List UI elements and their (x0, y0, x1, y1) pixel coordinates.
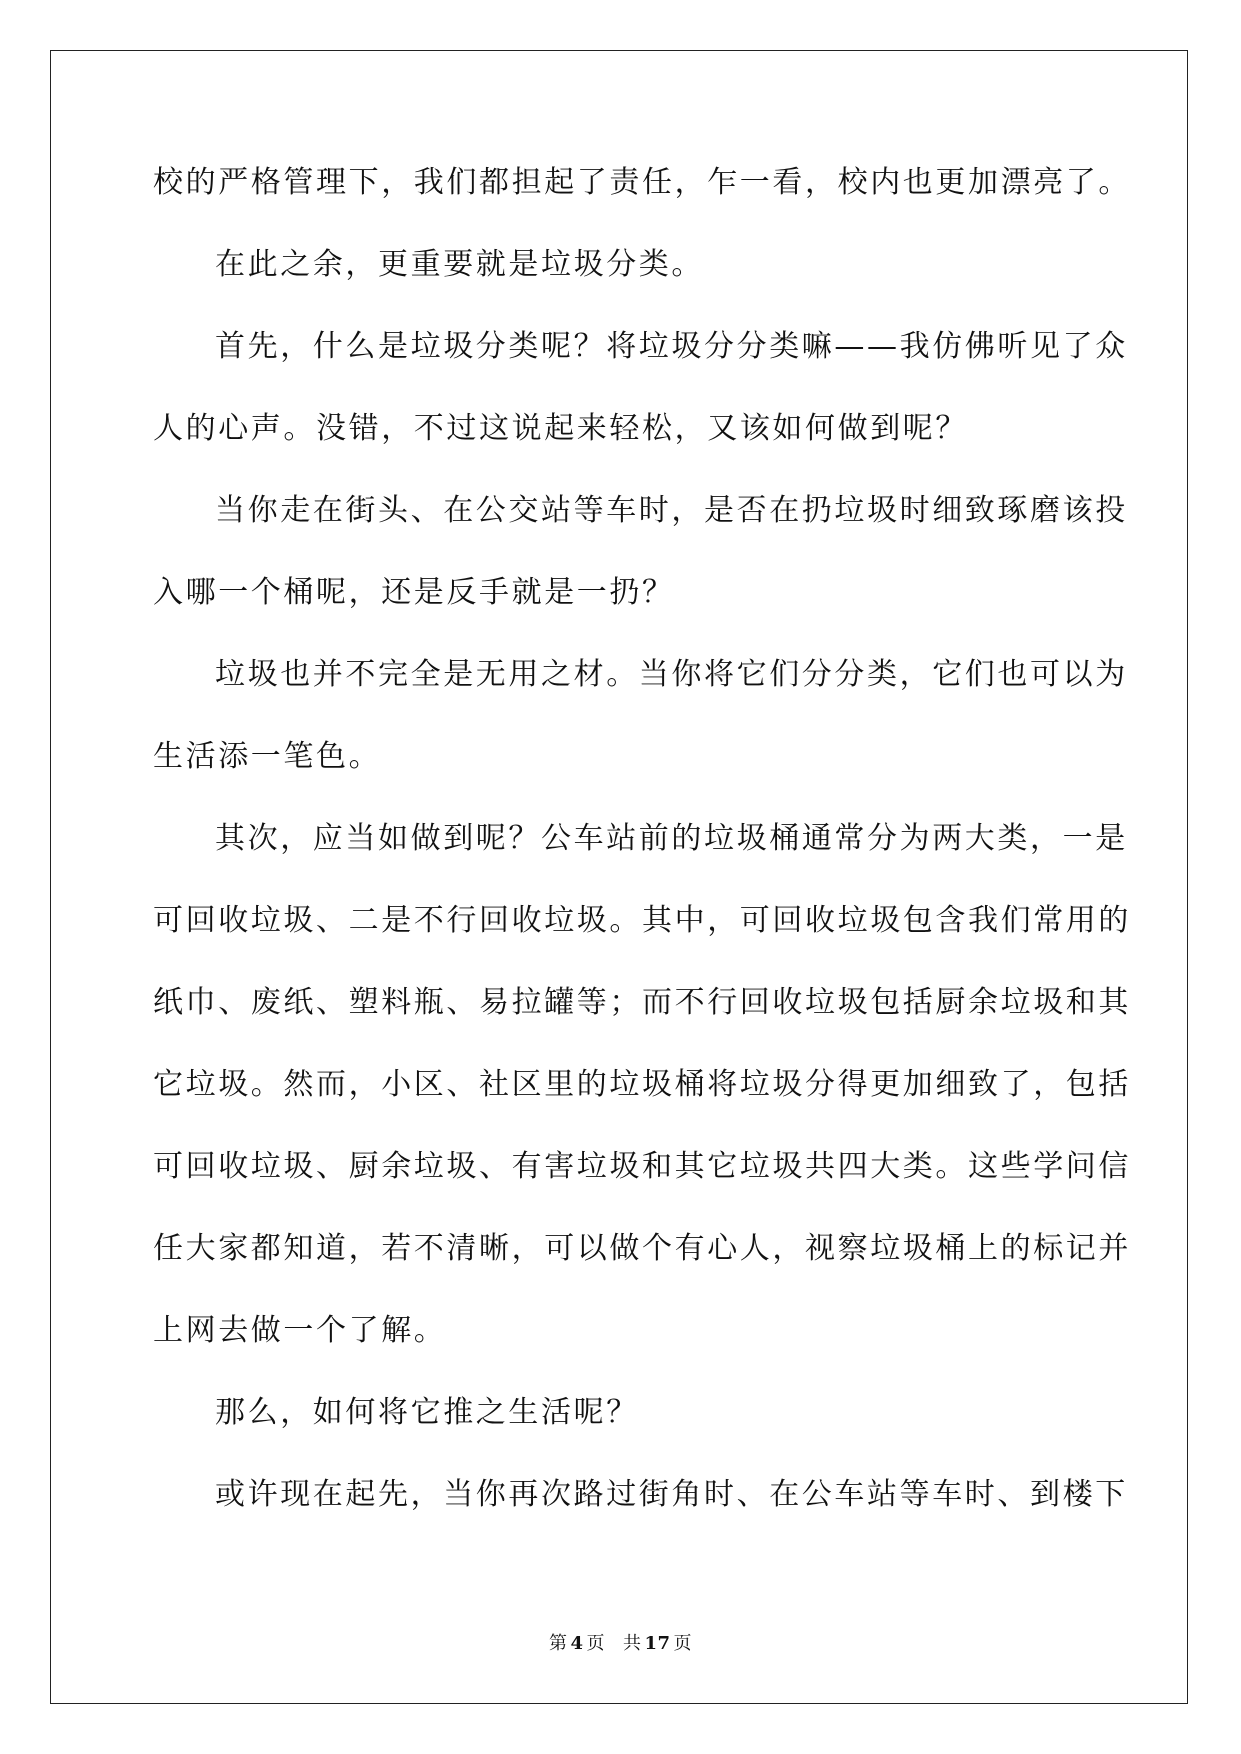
text-line: 生活添一笔色。 (153, 739, 382, 774)
text-line: 可回收垃圾、二是不行回收垃圾。其中，可回收垃圾包含我们常用的 (153, 903, 1131, 938)
text-line: 那么，如何将它推之生活呢？ (215, 1395, 639, 1430)
page-prefix: 第 (548, 1633, 568, 1654)
total-pages: 17 (644, 1633, 671, 1654)
page-footer (0, 1632, 1241, 1656)
text-line: 垃圾也并不完全是无用之材。当你将它们分分类，它们也可以为 (215, 657, 1128, 692)
text-line: 上网去做一个了解。 (153, 1313, 447, 1348)
text-line: 首先，什么是垃圾分类呢？将垃圾分分类嘛——我仿佛听见了众 (215, 329, 1128, 364)
document-body (153, 160, 1131, 1554)
text-line: 可回收垃圾、厨余垃圾、有害垃圾和其它垃圾共四大类。这些学问信 (153, 1149, 1131, 1184)
page-number: 4 (570, 1633, 584, 1654)
text-line: 人的心声。没错，不过这说起来轻松，又该如何做到呢？ (153, 411, 968, 446)
text-line: 其次，应当如做到呢？公车站前的垃圾桶通常分为两大类，一是 (215, 821, 1128, 856)
text-line: 当你走在街头、在公交站等车时，是否在扔垃圾时细致琢磨该投 (215, 493, 1128, 528)
text-line: 在此之余，更重要就是垃圾分类。 (215, 247, 704, 282)
text-line: 入哪一个桶呢，还是反手就是一扔？ (153, 575, 675, 610)
text-line: 校的严格管理下，我们都担起了责任，乍一看，校内也更加漂亮了。 (153, 165, 1131, 200)
page-suffix: 页 (586, 1633, 605, 1654)
total-prefix: 共 (622, 1633, 642, 1654)
text-line: 任大家都知道，若不清晰，可以做个有心人，视察垃圾桶上的标记并 (153, 1231, 1131, 1266)
total-suffix: 页 (673, 1633, 693, 1654)
text-line: 纸巾、废纸、塑料瓶、易拉罐等；而不行回收垃圾包括厨余垃圾和其 (153, 985, 1131, 1020)
text-line: 或许现在起先，当你再次路过街角时、在公车站等车时、到楼下 (215, 1477, 1128, 1512)
text-line: 它垃圾。然而，小区、社区里的垃圾桶将垃圾分得更加细致了，包括 (153, 1067, 1131, 1102)
